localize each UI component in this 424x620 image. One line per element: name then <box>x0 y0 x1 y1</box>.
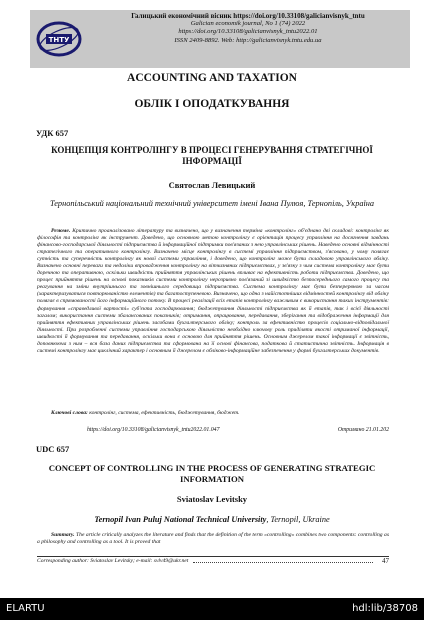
affiliation-place-en: , Ternopil, Ukraine <box>266 515 330 524</box>
corresponding-author: Corresponding author: Sviatoslav Levitsky; e-mail: svlv49@ukr.net <box>37 558 189 564</box>
abstract-uk <box>37 228 389 355</box>
abstract-label-uk: Резюме. <box>51 228 71 234</box>
affiliation-en <box>40 514 384 525</box>
section-heading-en: ACCOUNTING AND TAXATION <box>127 72 297 84</box>
abstract-text-uk: Критично проаналізовано літературу та визначено, що у визначення терміна «контролінг» об'єднано дві складові: контролінг як філософія та контролінг як інструмент. Доведено, що основною метою контролінгу є орієнтація процесу управління на досягнення завдань фінансово-господарської діяльності підприємства й інформаційної підтримки пов'язаних з нею управлінських рішень. Наведено основні відмінності стратегічного та оперативного контролінгу. Визначено місце контролінгу в системі управління підприємством, з'ясовано, у чому полягає сутність та суперечність контролінгу як нової системи управління, і доведено, що контролінг може бути складовою управлінського обліку. Визначено основні переваги та недоліки впровадження контролінгу на вітчизняних підприємствах, у зв'язку з чим система контролінгу має бути доречною та оперативною, оскільки швидкість прийняття управлінських рішень впливає на ефективність роботи підприємства. Доведено, що процес прийняття рішень на основі показників системи контролінгу нерозривно пов'язаний зі швидкістю безпосереднього самого процесу та реагування на зміни внутрішнього та зовнішнього середовища підприємства. Система контролінгу має бути безперервною за часом (характеризуватися повторюваністю елементів) та багатоступеневою. Визначено, що одна з найістотніших відмінностей контролінгу від обліку полягає в спрямованості його інформаційного потоку. В процесі реалізації всіх етапів контролінгу важливим є використання таких інструментів: формування «справедливої вартості» суб'єкта господарювання; бюджетування діяльності підприємства як її етапів, так і всієї діяльності загалом; використання системи збалансованих показників; отримання, опрацювання, передавання, зберігання та відображення інформації для прийняття ефективних управлінських рішень засобами бухгалтерського обліку; контроль за ефективністю процесів соціально-відповідальної діяльності. При розробленні системи управління господарською діяльністю необхідно ключову роль приділяти якості отриманої інформації, швидкості її формування та передавання, оскільки вона є основою для прийняття рішень. Основним джерелом такої інформації є звітність, доповнююча з ним – вся база даних підприємства та сформована на її основі фінансова, податкова й статистична звітність. Інформація в системі контролінгу має циклічний характер і основним її джерелом є обліково-інформаційне забезпечення у формі бухгалтерських документів. <box>37 228 389 354</box>
affiliation-name-en: Ternopil Ivan Puluj National Technical University <box>94 515 267 524</box>
repository-bar <box>0 598 424 620</box>
doi-row <box>37 427 389 435</box>
abstract-label-en: Summary. <box>51 532 75 538</box>
abstract-en <box>37 532 389 546</box>
author-name-en: Sviatoslav Levitsky <box>176 494 248 504</box>
author-name-uk: Святослав Левицький <box>168 180 256 190</box>
keywords-label-uk: Ключові слова: <box>51 410 88 416</box>
journal-header-text <box>90 12 406 45</box>
tntu-logo-icon <box>36 20 82 58</box>
journal-title-line: Галицький економічний вісник https://doi.org/10.33108/galicianvisnyk_tntu <box>131 12 365 20</box>
article-title-en: CONCEPT OF CONTROLLING IN THE PROCESS OF GENERATING STRATEGIC INFORMATION <box>48 463 376 484</box>
logo-lettering: ТНТУ <box>48 36 70 44</box>
affiliation-uk: Тернопільський національний технічний університет імені Івана Пулюя, Тернопіль, Україна <box>49 199 375 208</box>
page-number: 47 <box>382 557 389 565</box>
journal-issn-line[interactable]: ISSN 2409-8892. Web: http://galicianvisnyk.tntu.edu.ua <box>174 36 322 44</box>
received-date: Отримано 21.01.202 <box>337 427 389 433</box>
article-title-uk: КОНЦЕПЦІЯ КОНТРОЛІНГУ В ПРОЦЕСІ ГЕНЕРУВАННЯ СТРАТЕГІЧНОЇ ІНФОРМАЦІЇ <box>51 145 373 166</box>
journal-issue-line: Galician economik journal, No 1 (74) 2022 <box>190 20 306 28</box>
footer-leader-dots <box>193 562 373 563</box>
udk-code-uk: УДК 657 <box>36 128 69 138</box>
keywords-text-uk: контролінг, система, ефективність, бюджетування, бюджет. <box>89 410 240 416</box>
abstract-text-en: The article critically analyzes the literature and finds that the definition of the term «controlling» combines two components: controlling as a philosophy and controlling as a tool. It is proved that <box>37 532 390 546</box>
repository-handle[interactable]: hdl:lib/38708 <box>352 603 418 614</box>
keywords-uk <box>37 410 389 417</box>
footer-divider <box>37 556 389 557</box>
repository-name[interactable]: ELARTU <box>6 603 45 614</box>
udc-code-en: UDC 657 <box>36 444 70 454</box>
journal-header <box>30 10 410 68</box>
article-doi-link[interactable]: https://doi.org/10.33108/galicianvisnyk_tntu2022.01.047 <box>87 427 220 433</box>
section-heading-uk: ОБЛІК І ОПОДАТКУВАННЯ <box>134 98 290 110</box>
page-footer <box>37 558 389 567</box>
journal-doi-line[interactable]: https://doi.org/10.33108/galicianvisnyk_tntu2022.01 <box>178 28 318 36</box>
